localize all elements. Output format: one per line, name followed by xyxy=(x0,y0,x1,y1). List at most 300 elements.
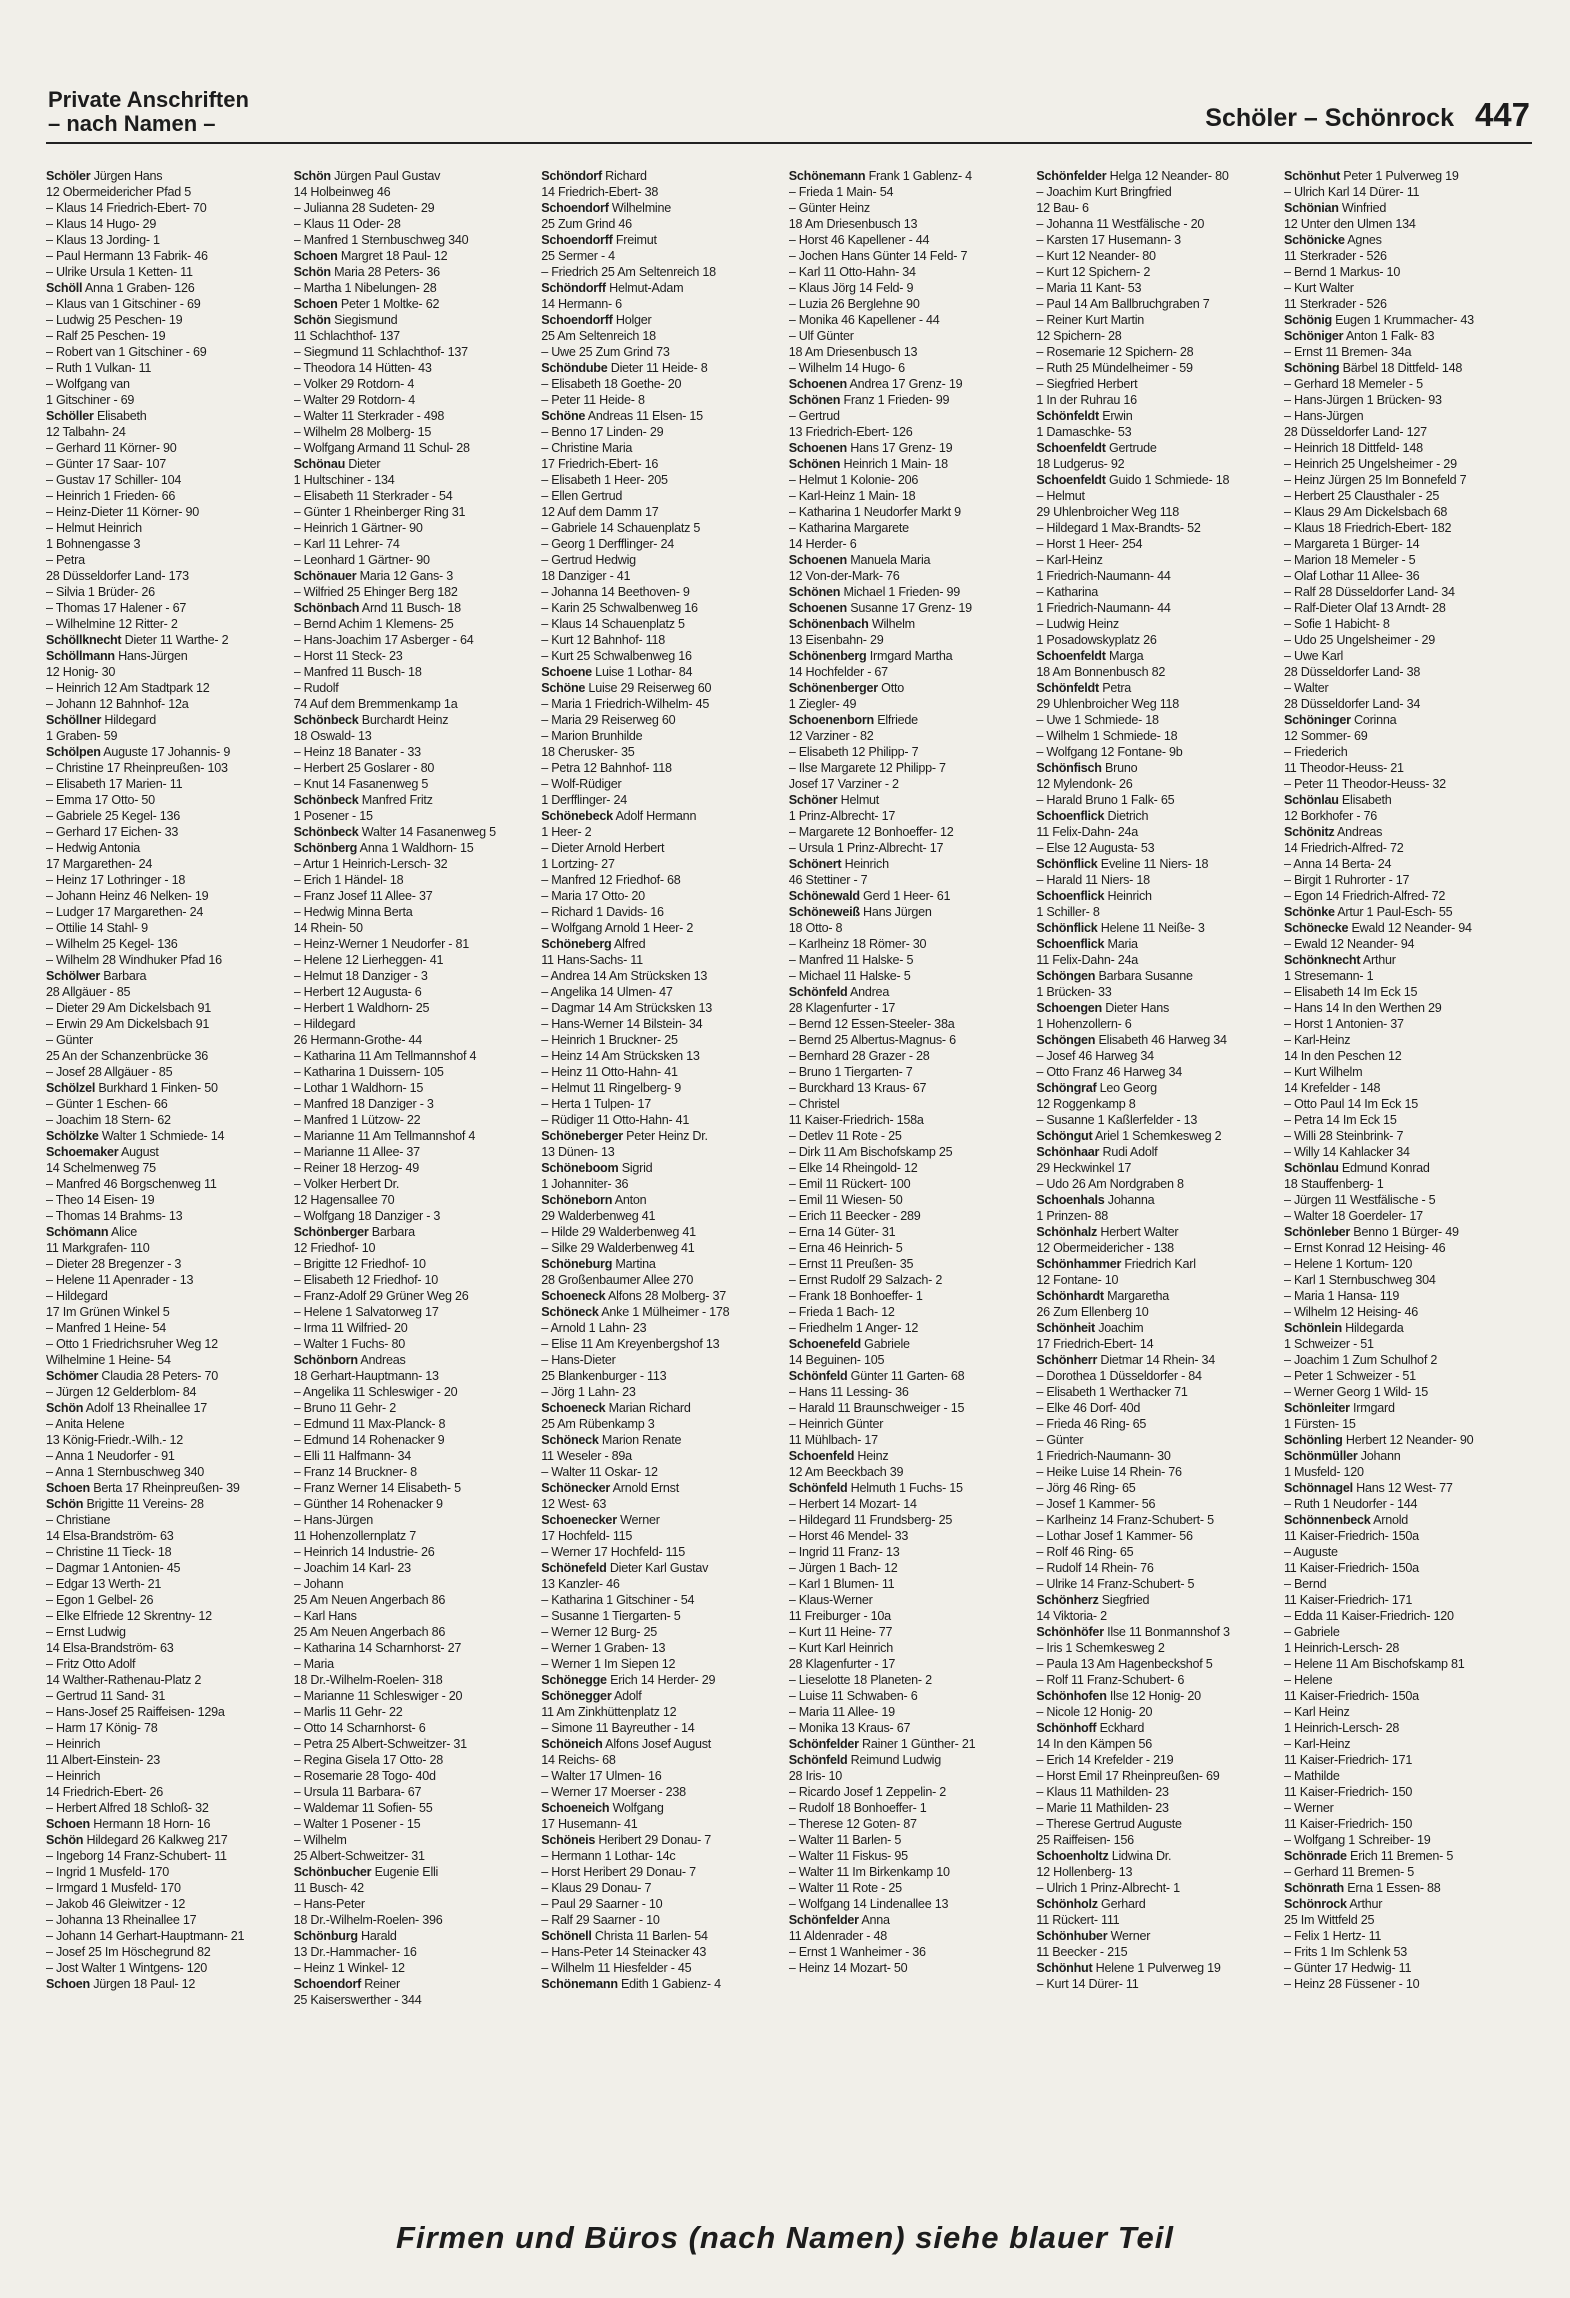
directory-entry: 11 Markgrafen- 110 xyxy=(46,1241,150,1255)
directory-entry: 1 Posener - 15 xyxy=(293,809,373,823)
directory-entry: Schoemaker August xyxy=(46,1145,159,1159)
directory-entry: 1 Derfflinger- 24 xyxy=(541,793,628,807)
directory-entry: Schön Maria 28 Peters- 36 xyxy=(293,265,440,279)
directory-entry: 1 Posadowskyplatz 26 xyxy=(1036,633,1157,647)
directory-entry: – Herbert 1 Waldhorn- 25 xyxy=(293,1001,430,1015)
directory-entry: – Jürgen 1 Bach- 12 xyxy=(788,1561,898,1575)
directory-entry: – Walter 11 Im Birkenkamp 10 xyxy=(788,1865,950,1879)
directory-entry: – Johanna 11 Westfälische - 20 xyxy=(1036,217,1205,231)
directory-entry: – Ruth 1 Neudorfer - 144 xyxy=(1283,1497,1418,1511)
directory-entry: – Volker 29 Rotdorn- 4 xyxy=(293,377,415,391)
directory-entry: – Werner 12 Burg- 25 xyxy=(541,1625,658,1639)
directory-entry: – Silvia 1 Brüder- 26 xyxy=(46,585,155,599)
directory-entry: Schönecke Ewald 12 Neander- 94 xyxy=(1283,921,1472,935)
directory-entry: 1 Hultschiner - 134 xyxy=(293,473,395,487)
directory-entry: Schönhoff Eckhard xyxy=(1036,1721,1145,1735)
directory-entry: – Hans-Peter 14 Steinacker 43 xyxy=(541,1945,707,1959)
directory-entry: – Egon 14 Friedrich-Alfred- 72 xyxy=(1283,889,1446,903)
directory-entry: – Wilhelmine 12 Ritter- 2 xyxy=(46,617,178,631)
directory-entry: 74 Auf dem Bremmenkamp 1a xyxy=(293,697,458,711)
directory-entry: Schöll Anna 1 Graben- 126 xyxy=(46,281,195,295)
directory-entry: Schöngen Barbara Susanne xyxy=(1036,969,1193,983)
directory-entry: – Jochen Hans Günter 14 Feld- 7 xyxy=(788,249,968,263)
directory-entry: – Else 12 Augusta- 53 xyxy=(1036,841,1155,855)
directory-entry: – Gerhard 11 Bremen- 5 xyxy=(1283,1865,1415,1879)
directory-entry: – Edda 11 Kaiser-Friedrich- 120 xyxy=(1283,1609,1454,1623)
directory-entry: – Heinrich 14 Industrie- 26 xyxy=(293,1545,435,1559)
directory-entry: – Erich 14 Krefelder - 219 xyxy=(1036,1753,1174,1767)
directory-entry: – Heinrich 18 Dittfeld- 148 xyxy=(1283,441,1423,455)
directory-entry: Schoenen Manuela Maria xyxy=(788,553,931,567)
directory-entry: – Ursula 11 Barbara- 67 xyxy=(293,1785,422,1799)
directory-entry: – Walter 1 Fuchs- 80 xyxy=(293,1337,406,1351)
directory-entry: – Birgit 1 Ruhrorter - 17 xyxy=(1283,873,1410,887)
directory-entry: Schöniger Anton 1 Falk- 83 xyxy=(1283,329,1435,343)
directory-entry: Schoene Luise 1 Lothar- 84 xyxy=(541,665,693,679)
directory-entry: – Peter 11 Heide- 8 xyxy=(541,393,645,407)
directory-entry: 1 Hohenzollern- 6 xyxy=(1036,1017,1132,1031)
directory-entry: – Manfred 11 Busch- 18 xyxy=(293,665,422,679)
directory-entry: Schoendorf Wilhelmine xyxy=(541,201,671,215)
directory-entry: – Silke 29 Walderbenweg 41 xyxy=(541,1241,695,1255)
directory-entry: Schönlein Hildegarda xyxy=(1283,1321,1404,1335)
directory-entry: 17 Friedrich-Ebert- 14 xyxy=(1036,1337,1154,1351)
directory-entry: 1 Musfeld- 120 xyxy=(1283,1465,1364,1479)
directory-entry: Schoenenborn Elfriede xyxy=(788,713,918,727)
directory-entry: 12 Honig- 30 xyxy=(46,665,116,679)
directory-entry: – Felix 1 Hertz- 11 xyxy=(1283,1929,1382,1943)
directory-entry: – Elli 11 Halfmann- 34 xyxy=(293,1449,412,1463)
directory-entry: 46 Stettiner - 7 xyxy=(788,873,868,887)
directory-entry: – Petra 12 Bahnhof- 118 xyxy=(541,761,672,775)
column-2 xyxy=(294,168,542,2203)
directory-entry: – Hilde 29 Walderbenweg 41 xyxy=(541,1225,696,1239)
directory-entry: 18 Dr.-Wilhelm-Roelen- 396 xyxy=(293,1913,443,1927)
directory-entry: 25 Raiffeisen- 156 xyxy=(1036,1833,1134,1847)
directory-entry: – Elisabeth 12 Philipp- 7 xyxy=(788,745,919,759)
directory-entry: – Olaf Lothar 11 Allee- 36 xyxy=(1283,569,1420,583)
directory-entry: – Heike Luise 14 Rhein- 76 xyxy=(1036,1465,1182,1479)
directory-entry: – Edmund 11 Max-Planck- 8 xyxy=(293,1417,446,1431)
directory-entry: 12 Obermeidericher Pfad 5 xyxy=(46,185,191,199)
directory-entry: – Klaus Jörg 14 Feld- 9 xyxy=(788,281,914,295)
directory-entry: 14 Beguinen- 105 xyxy=(788,1353,885,1367)
directory-entry: – Ludwig Heinz xyxy=(1036,617,1119,631)
directory-entry: – Horst 46 Mendel- 33 xyxy=(788,1529,909,1543)
directory-entry: – Georg 1 Derfflinger- 24 xyxy=(541,537,675,551)
directory-entry: – Volker Herbert Dr. xyxy=(293,1177,400,1191)
directory-entry: – Manfred 46 Borgschenweg 11 xyxy=(46,1177,217,1191)
directory-entry: Schönenbach Wilhelm xyxy=(788,617,915,631)
directory-entry: – Burckhard 13 Kraus- 67 xyxy=(788,1081,927,1095)
directory-entry: – Klaus 11 Oder- 28 xyxy=(293,217,401,231)
directory-entry: – Hans-Jürgen xyxy=(1283,409,1364,423)
directory-entry: – Anna 1 Sternbuschweg 340 xyxy=(46,1465,205,1479)
directory-entry: – Gabriele 14 Schauenplatz 5 xyxy=(541,521,701,535)
directory-entry: Schöneberger Peter Heinz Dr. xyxy=(541,1129,708,1143)
directory-entry: – Waldemar 11 Sofien- 55 xyxy=(293,1801,433,1815)
directory-entry: Schoenen Susanne 17 Grenz- 19 xyxy=(788,601,972,615)
directory-entry: – Wolfgang Arnold 1 Heer- 2 xyxy=(541,921,694,935)
directory-entry: Schönemann Edith 1 Gabienz- 4 xyxy=(541,1977,721,1991)
directory-entry: – Johann 14 Gerhart-Hauptmann- 21 xyxy=(46,1929,245,1943)
directory-entry: Schoen Margret 18 Paul- 12 xyxy=(293,249,448,263)
directory-entry: – Robert van 1 Gitschiner - 69 xyxy=(46,345,207,359)
directory-entry: – Monika 46 Kapellener - 44 xyxy=(788,313,940,327)
directory-entry: – Erwin 29 Am Dickelsbach 91 xyxy=(46,1017,210,1031)
directory-entry: 12 Auf dem Damm 17 xyxy=(541,505,659,519)
directory-entry: – Hans-Jürgen xyxy=(293,1513,373,1527)
directory-entry: – Kurt 12 Neander- 80 xyxy=(1036,249,1156,263)
directory-entry: – Elke Elfriede 12 Skrentny- 12 xyxy=(46,1609,212,1623)
directory-entry: – Wolfgang 14 Lindenallee 13 xyxy=(788,1897,949,1911)
directory-entry: – Karl 11 Otto-Hahn- 34 xyxy=(788,265,916,279)
directory-entry: – Herta 1 Tulpen- 17 xyxy=(541,1097,652,1111)
directory-entry: – Ulrike 14 Franz-Schubert- 5 xyxy=(1036,1577,1195,1591)
directory-entry: 1 Prinz-Albrecht- 17 xyxy=(788,809,896,823)
directory-entry: Schönfelder Helga 12 Neander- 80 xyxy=(1036,169,1229,183)
directory-entry: – Werner 17 Hochfeld- 115 xyxy=(541,1545,685,1559)
directory-entry: – Frieda 1 Main- 54 xyxy=(788,185,894,199)
directory-entry: 14 Hochfelder - 67 xyxy=(788,665,888,679)
directory-entry: Schoen Hermann 18 Horn- 16 xyxy=(46,1817,211,1831)
directory-entry: – Harald Bruno 1 Falk- 65 xyxy=(1036,793,1175,807)
directory-entry: 18 Oswald- 13 xyxy=(293,729,372,743)
directory-entry: – Werner Georg 1 Wild- 15 xyxy=(1283,1385,1428,1399)
directory-entry: – Maria 17 Otto- 20 xyxy=(541,889,645,903)
directory-entry: 11 Rückert- 111 xyxy=(1036,1913,1120,1927)
directory-entry: – Jörg 46 Ring- 65 xyxy=(1036,1481,1136,1495)
directory-entry: 11 Felix-Dahn- 24a xyxy=(1036,825,1139,839)
directory-entry: – Ralf 29 Saarner - 10 xyxy=(541,1913,660,1927)
footer-note: Firmen und Büros (nach Namen) siehe blauer Teil xyxy=(396,2220,1174,2255)
directory-entry: – Andrea 14 Am Strücksken 13 xyxy=(541,969,708,983)
directory-entry: Schöllner Hildegard xyxy=(46,713,157,727)
directory-entry: 1 Heinrich-Lersch- 28 xyxy=(1283,1721,1400,1735)
directory-entry: – Hedwig Minna Berta xyxy=(293,905,413,919)
directory-entry: – Joachim 1 Zum Schulhof 2 xyxy=(1283,1353,1438,1367)
directory-entry: – Heinrich Günter xyxy=(788,1417,884,1431)
directory-entry: Schönfelder Anna xyxy=(788,1913,890,1927)
directory-entry: – Johann xyxy=(293,1577,344,1591)
column-4 xyxy=(789,168,1037,2203)
directory-entry: 1 Schiller- 8 xyxy=(1036,905,1100,919)
directory-entry: Schönrock Arthur xyxy=(1283,1897,1383,1911)
directory-entry: 12 Bau- 6 xyxy=(1036,201,1089,215)
directory-entry: Schoen Berta 17 Rheinpreußen- 39 xyxy=(46,1481,240,1495)
directory-entry: – Hans-Jürgen 1 Brücken- 93 xyxy=(1283,393,1442,407)
directory-entry: – Horst Heribert 29 Donau- 7 xyxy=(541,1865,696,1879)
directory-entry: 1 Johanniter- 36 xyxy=(541,1177,629,1191)
directory-entry: 11 Kaiser-Friedrich- 150a xyxy=(1283,1529,1419,1543)
directory-entry: 1 Ziegler- 49 xyxy=(788,697,857,711)
directory-entry: 12 Am Beeckbach 39 xyxy=(788,1465,904,1479)
directory-entry: Schoenholtz Lidwina Dr. xyxy=(1036,1849,1172,1863)
directory-entry: – Ralf 28 Düsseldorfer Land- 34 xyxy=(1283,585,1455,599)
directory-entry: Schoenen Hans 17 Grenz- 19 xyxy=(788,441,953,455)
directory-entry: Schönfelder Rainer 1 Günther- 21 xyxy=(788,1737,976,1751)
directory-entry: 11 Beecker - 215 xyxy=(1036,1945,1128,1959)
directory-entry: – Kurt Wilhelm xyxy=(1283,1065,1363,1079)
directory-entry: 28 Klagenfurter - 17 xyxy=(788,1657,896,1671)
directory-entry: – Katharina 1 Neudorfer Markt 9 xyxy=(788,505,961,519)
directory-entry: – Manfred 1 Lützow- 22 xyxy=(293,1113,421,1127)
directory-entry: – Margareta 1 Bürger- 14 xyxy=(1283,537,1420,551)
directory-entry: – Heinrich 1 Bruckner- 25 xyxy=(541,1033,678,1047)
directory-entry: – Maria 11 Allee- 19 xyxy=(788,1705,895,1719)
directory-entry: – Maria 1 Hansa- 119 xyxy=(1283,1289,1400,1303)
directory-entry: Schönhammer Friedrich Karl xyxy=(1036,1257,1196,1271)
directory-entry: – Josef 28 Allgäuer - 85 xyxy=(46,1065,173,1079)
directory-entry: 1 Fürsten- 15 xyxy=(1283,1417,1356,1431)
directory-entry: – Harm 17 König- 78 xyxy=(46,1721,158,1735)
directory-entry: – Ernst 11 Bremen- 34a xyxy=(1283,345,1412,359)
directory-entry: – Helmut xyxy=(1036,489,1085,503)
header-rule xyxy=(46,142,1532,144)
directory-entry: Schöneck Anke 1 Mülheimer - 178 xyxy=(541,1305,730,1319)
directory-entry: 28 Klagenfurter - 17 xyxy=(788,1001,896,1015)
directory-entry: 1 Friedrich-Naumann- 44 xyxy=(1036,601,1171,615)
directory-entry: Schönbeck Burchardt Heinz xyxy=(293,713,449,727)
directory-entry: 12 Talbahn- 24 xyxy=(46,425,126,439)
directory-entry: – Peter 11 Theodor-Heuss- 32 xyxy=(1283,777,1446,791)
directory-entry: – Erich 1 Händel- 18 xyxy=(293,873,404,887)
directory-entry: – Nicole 12 Honig- 20 xyxy=(1036,1705,1153,1719)
directory-entry: – Benno 17 Linden- 29 xyxy=(541,425,664,439)
directory-entry: – Herbert 25 Goslarer - 80 xyxy=(293,761,435,775)
directory-entry: – Klaus 14 Schauenplatz 5 xyxy=(541,617,685,631)
directory-entry: Schoendorff Freimut xyxy=(541,233,657,247)
directory-entry: 17 Friedrich-Ebert- 16 xyxy=(541,457,659,471)
directory-entry: – Frits 1 Im Schlenk 53 xyxy=(1283,1945,1408,1959)
directory-entry: – Joachim Kurt Bringfried xyxy=(1036,185,1172,199)
directory-entry: – Rudolf 18 Bonhoeffer- 1 xyxy=(788,1801,927,1815)
directory-entry: – Gerhard 18 Memeler - 5 xyxy=(1283,377,1423,391)
directory-entry: – Paul 29 Saarner - 10 xyxy=(541,1897,663,1911)
directory-entry: – Anna 14 Berta- 24 xyxy=(1283,857,1392,871)
directory-entry: – Josef 1 Kammer- 56 xyxy=(1036,1497,1156,1511)
directory-entry: Schönig Eugen 1 Krummacher- 43 xyxy=(1283,313,1474,327)
directory-entry: – Paula 13 Am Hagenbeckshof 5 xyxy=(1036,1657,1213,1671)
directory-entry: – Susanne 1 Kaßlerfelder - 13 xyxy=(1036,1113,1198,1127)
directory-entry: Schönherz Siegfried xyxy=(1036,1593,1150,1607)
directory-entry: – Udo 25 Ungelsheimer - 29 xyxy=(1283,633,1435,647)
directory-entry: – Gerhard 11 Körner- 90 xyxy=(46,441,177,455)
directory-entry: 11 Kaiser-Friedrich- 171 xyxy=(1283,1593,1413,1607)
directory-entry: – Christine 11 Tieck- 18 xyxy=(46,1545,172,1559)
directory-entry: – Elke 46 Dorf- 40d xyxy=(1036,1401,1141,1415)
directory-entry: 1 Heinrich-Lersch- 28 xyxy=(1283,1641,1400,1655)
directory-entry: – Wolfgang 1 Schreiber- 19 xyxy=(1283,1833,1431,1847)
directory-entry: Schönnagel Hans 12 West- 77 xyxy=(1283,1481,1453,1495)
directory-entry: – Knut 14 Fasanenweg 5 xyxy=(293,777,429,791)
directory-entry: – Kurt 12 Spichern- 2 xyxy=(1036,265,1151,279)
directory-entry: – Christine 17 Rheinpreußen- 103 xyxy=(46,761,228,775)
directory-entry: Schöninger Corinna xyxy=(1283,713,1397,727)
directory-entry: Schönbach Arnd 11 Busch- 18 xyxy=(293,601,461,615)
directory-entry: – Lothar Josef 1 Kammer- 56 xyxy=(1036,1529,1193,1543)
directory-entry: – Wolfgang 18 Danziger - 3 xyxy=(293,1209,441,1223)
directory-entry: Schönhardt Margaretha xyxy=(1036,1289,1169,1303)
directory-entry: – Manfred 1 Heine- 54 xyxy=(46,1321,167,1335)
directory-entry: Schönitz Andreas xyxy=(1283,825,1383,839)
directory-entry: – Peter 1 Schweizer - 51 xyxy=(1283,1369,1416,1383)
directory-entry: Schoenen Andrea 17 Grenz- 19 xyxy=(788,377,963,391)
directory-entry: – Willi 28 Steinbrink- 7 xyxy=(1283,1129,1404,1143)
directory-entry: Schönen Michael 1 Frieden- 99 xyxy=(788,585,961,599)
directory-entry: – Emil 11 Rückert- 100 xyxy=(788,1177,911,1191)
directory-entry: 1 Damaschke- 53 xyxy=(1036,425,1132,439)
directory-entry: Schöngut Ariel 1 Schemkesweg 2 xyxy=(1036,1129,1222,1143)
directory-entry: – Herbert 12 Augusta- 6 xyxy=(293,985,422,999)
directory-entry: – Rudolf xyxy=(293,681,339,695)
directory-entry: – Emil 11 Wiesen- 50 xyxy=(788,1193,903,1207)
directory-entry: – Heinz 17 Lothringer - 18 xyxy=(46,873,186,887)
directory-entry: 18 Am Driesenbusch 13 xyxy=(788,345,918,359)
directory-entry: – Katharina xyxy=(1036,585,1099,599)
directory-entry: – Ulrich 1 Prinz-Albrecht- 1 xyxy=(1036,1881,1180,1895)
directory-entry: Schöndube Dieter 11 Heide- 8 xyxy=(541,361,708,375)
directory-entry: – Karl 1 Blumen- 11 xyxy=(788,1577,895,1591)
directory-entry: – Frieda 46 Ring- 65 xyxy=(1036,1417,1147,1431)
directory-entry: – Heinz 28 Füssener - 10 xyxy=(1283,1977,1420,1991)
directory-entry: Schönbeck Manfred Fritz xyxy=(293,793,433,807)
directory-entry: – Heinrich 25 Ungelsheimer - 29 xyxy=(1283,457,1457,471)
directory-entry: 12 Obermeidericher - 138 xyxy=(1036,1241,1174,1255)
directory-entry: – Elisabeth 17 Marien- 11 xyxy=(46,777,183,791)
directory-entry: – Karl Hans xyxy=(293,1609,357,1623)
directory-entry: 17 Hochfeld- 115 xyxy=(541,1529,633,1543)
directory-entry: 14 Schelmenweg 75 xyxy=(46,1161,156,1175)
directory-entry: – Lothar 1 Waldhorn- 15 xyxy=(293,1081,424,1095)
directory-entry: 1 Friedrich-Naumann- 30 xyxy=(1036,1449,1171,1463)
directory-entry: – Harald 11 Braunschweiger - 15 xyxy=(788,1401,965,1415)
directory-entry: 1 Friedrich-Naumann- 44 xyxy=(1036,569,1171,583)
directory-entry: – Klaus 14 Friedrich-Ebert- 70 xyxy=(46,201,207,215)
directory-entry: 1 Lortzing- 27 xyxy=(541,857,615,871)
directory-entry: – Angelika 14 Ulmen- 47 xyxy=(541,985,673,999)
directory-entry: Schoeneich Wolfgang xyxy=(541,1801,664,1815)
directory-entry: – Horst Emil 17 Rheinpreußen- 69 xyxy=(1036,1769,1220,1783)
directory-entry: Schöndorff Helmut-Adam xyxy=(541,281,684,295)
directory-entry: 14 Hermann- 6 xyxy=(541,297,622,311)
directory-entry: Schönleber Benno 1 Bürger- 49 xyxy=(1283,1225,1459,1239)
directory-entry: 14 In den Peschen 12 xyxy=(1283,1049,1402,1063)
directory-entry: – Helmut 18 Danziger - 3 xyxy=(293,969,428,983)
directory-entry: – Heinz Jürgen 25 Im Bonnefeld 7 xyxy=(1283,473,1467,487)
directory-entry: 29 Heckwinkel 17 xyxy=(1036,1161,1132,1175)
directory-entry: 12 Varziner - 82 xyxy=(788,729,874,743)
directory-entry: – Dagmar 14 Am Strücksken 13 xyxy=(541,1001,712,1015)
directory-entry: – Walter 11 Fiskus- 95 xyxy=(788,1849,908,1863)
directory-entry: 25 Zum Grind 46 xyxy=(541,217,632,231)
directory-entry: – Heinrich 1 Gärtner- 90 xyxy=(293,521,423,535)
directory-entry: 14 Herder- 6 xyxy=(788,537,857,551)
directory-entry: 26 Zum Ellenberg 10 xyxy=(1036,1305,1149,1319)
directory-entry: Schönhöfer Ilse 11 Bonmannshof 3 xyxy=(1036,1625,1230,1639)
directory-entry: – Dagmar 1 Antonien- 45 xyxy=(46,1561,181,1575)
directory-entry: Schönfisch Bruno xyxy=(1036,761,1138,775)
directory-entry: – Uwe 1 Schmiede- 18 xyxy=(1036,713,1159,727)
directory-entry: 25 An der Schanzenbrücke 36 xyxy=(46,1049,208,1063)
directory-entry: 1 Schweizer - 51 xyxy=(1283,1337,1374,1351)
directory-entry: – Paul 14 Am Ballbruchgraben 7 xyxy=(1036,297,1210,311)
directory-entry: – Rosemarie 28 Togo- 40d xyxy=(293,1769,436,1783)
directory-entry: Schönian Winfried xyxy=(1283,201,1387,215)
directory-entry: 1 Gitschiner - 69 xyxy=(46,393,135,407)
directory-entry: Schönauer Maria 12 Gans- 3 xyxy=(293,569,453,583)
directory-entry: – Karlheinz 14 Franz-Schubert- 5 xyxy=(1036,1513,1214,1527)
directory-entry: – Wilhelm 11 Hiesfelder - 45 xyxy=(541,1961,692,1975)
directory-entry: – Ursula 1 Prinz-Albrecht- 17 xyxy=(788,841,944,855)
directory-entry: – Ewald 12 Neander- 94 xyxy=(1283,937,1415,951)
directory-entry: Schönhofen Ilse 12 Honig- 20 xyxy=(1036,1689,1201,1703)
directory-entry: – Werner 1 Im Siepen 12 xyxy=(541,1657,676,1671)
directory-entry: – Franz Werner 14 Elisabeth- 5 xyxy=(293,1481,461,1495)
directory-entry: – Theo 14 Eisen- 19 xyxy=(46,1193,155,1207)
directory-entry: – Hildegard 11 Frundsberg- 25 xyxy=(788,1513,953,1527)
directory-entry: – Klaus-Werner xyxy=(788,1593,873,1607)
directory-entry: – Dirk 11 Am Bischofskamp 25 xyxy=(788,1145,953,1159)
directory-entry: Schöllknecht Dieter 11 Warthe- 2 xyxy=(46,633,229,647)
directory-entry: – Dieter 29 Am Dickelsbach 91 xyxy=(46,1001,211,1015)
directory-entry: – Elise 11 Am Kreyenbergshof 13 xyxy=(541,1337,720,1351)
directory-entry: – Wilhelm 1 Schmiede- 18 xyxy=(1036,729,1178,743)
directory-entry: Josef 17 Varziner - 2 xyxy=(788,777,899,791)
directory-entry: – Günter Heinz xyxy=(788,201,870,215)
directory-entry: 18 Cherusker- 35 xyxy=(541,745,635,759)
directory-entry: Schöneis Heribert 29 Donau- 7 xyxy=(541,1833,712,1847)
directory-entry: – Helene 1 Salvatorweg 17 xyxy=(293,1305,439,1319)
directory-entry: – Johanna 14 Beethoven- 9 xyxy=(541,585,690,599)
directory-entry: 11 Kaiser-Friedrich- 171 xyxy=(1283,1753,1413,1767)
directory-entry: – Jakob 46 Gleiwitzer - 12 xyxy=(46,1897,186,1911)
directory-entry: Schönflick Eveline 11 Niers- 18 xyxy=(1036,857,1209,871)
directory-entry: – Maria 29 Reiserweg 60 xyxy=(541,713,676,727)
directory-entry: Schoenflick Maria xyxy=(1036,937,1138,951)
directory-entry: – Christine Maria xyxy=(541,441,633,455)
directory-entry: – Jürgen 11 Westfälische - 5 xyxy=(1283,1193,1436,1207)
directory-entry: Schömer Claudia 28 Peters- 70 xyxy=(46,1369,218,1383)
directory-entry: – Franz 14 Bruckner- 8 xyxy=(293,1465,417,1479)
directory-entry: – Lieselotte 18 Planeten- 2 xyxy=(788,1673,932,1687)
directory-entry: – Klaus van 1 Gitschiner - 69 xyxy=(46,297,201,311)
directory-entry: 12 Borkhofer - 76 xyxy=(1283,809,1378,823)
directory-entry: 28 Düsseldorfer Land- 34 xyxy=(1283,697,1421,711)
directory-entry: – Julianna 28 Sudeten- 29 xyxy=(293,201,435,215)
directory-entry: Schöne Luise 29 Reiserweg 60 xyxy=(541,681,712,695)
directory-entry: – Gabriele 25 Kegel- 136 xyxy=(46,809,181,823)
directory-entry: – Karin 25 Schwalbenweg 16 xyxy=(541,601,698,615)
directory-entry: – Katharina 1 Duissern- 105 xyxy=(293,1065,444,1079)
directory-entry: – Karl-Heinz 1 Main- 18 xyxy=(788,489,916,503)
directory-entry: Schönburg Harald xyxy=(293,1929,397,1943)
directory-entry: – Christel xyxy=(788,1097,840,1111)
directory-entry: – Bernd 1 Markus- 10 xyxy=(1283,265,1401,279)
directory-entry: Schönlau Edmund Konrad xyxy=(1283,1161,1430,1175)
directory-entry: 11 Hans-Sachs- 11 xyxy=(541,953,643,967)
directory-entry: – Manfred 11 Halske- 5 xyxy=(788,953,914,967)
directory-entry: – Joachim 14 Karl- 23 xyxy=(293,1561,411,1575)
directory-entry: – Anita Helene xyxy=(46,1417,125,1431)
directory-entry: – Ernst 11 Preußen- 35 xyxy=(788,1257,914,1271)
directory-entry: – Hans-Josef 25 Raiffeisen- 129a xyxy=(46,1705,225,1719)
directory-entry: Schönflick Helene 11 Neiße- 3 xyxy=(1036,921,1205,935)
directory-entry: – Brigitte 12 Friedhof- 10 xyxy=(293,1257,426,1271)
directory-entry: 11 Sterkrader - 526 xyxy=(1283,297,1387,311)
directory-entry: – Helmut Heinrich xyxy=(46,521,142,535)
directory-entry: Schönefeld Dieter Karl Gustav xyxy=(541,1561,709,1575)
